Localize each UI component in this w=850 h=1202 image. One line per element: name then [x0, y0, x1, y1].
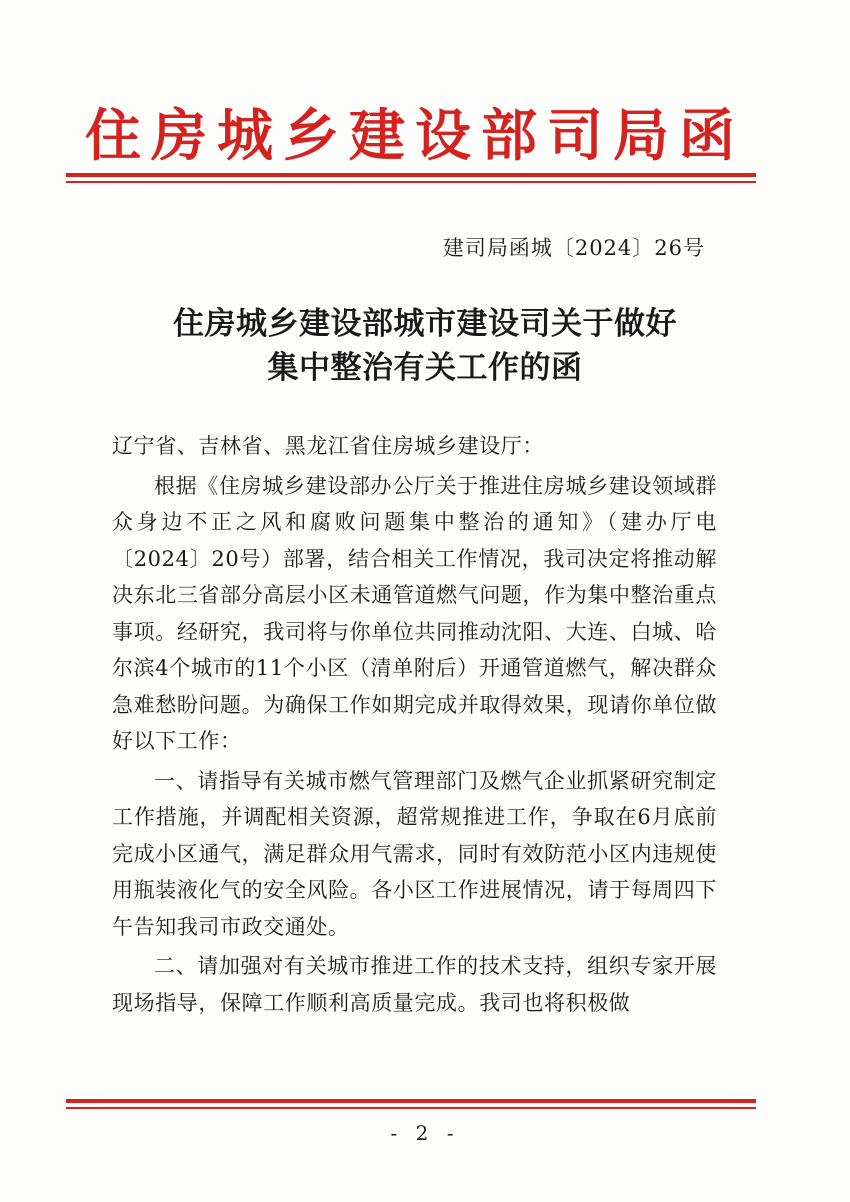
- page-number: - 2 -: [390, 1121, 460, 1145]
- masthead-rule-thick: [66, 173, 756, 177]
- title-line-2: 集中整治有关工作的函: [267, 350, 583, 386]
- paragraph-3: 二、请加强对有关城市推进工作的技术支持，组织专家开展现场指导，保障工作顺利高质量完成。我司也将积极做: [112, 954, 717, 1015]
- footer-rule-thin: [66, 1107, 756, 1109]
- document-number: 建司局函城〔2024〕26号: [442, 236, 705, 260]
- masthead: 住房城乡建设部司局函: [85, 103, 745, 169]
- masthead-rule-thin: [66, 181, 756, 183]
- paragraph-1: 根据《住房城乡建设部办公厅关于推进住房城乡建设领域群众身边不正之风和腐败问题集中整治的通知》（建办厅电〔2024〕20号）部署，结合相关工作情况，我司决定将推动解决东北三省部分高层小区未通管道燃气问题，作为集中整治重点事项。经研究，我司将与你单位共同推动沈阳、大连、白城、哈尔滨4个城市的11个小区（清单附后）开通管道燃气，解决群众急难愁盼问题。为确保工作如期完成并取得效果，现请你单位做好以下工作：: [112, 473, 717, 753]
- title-line-1: 住房城乡建设部城市建设司关于做好: [173, 306, 677, 342]
- footer-rule-thick: [66, 1099, 756, 1103]
- paragraph-2: 一、请指导有关城市燃气管理部门及燃气企业抓紧研究制定工作措施，并调配相关资源，超常规推进工作，争取在6月底前完成小区通气，满足群众用气需求，同时有效防范小区内违规使用瓶装液化气的安全风险。各小区工作进展情况，请于每周四下午告知我司市政交通处。: [112, 768, 717, 939]
- document-title: [70, 302, 780, 390]
- salutation: 辽宁省、吉林省、黑龙江省住房城乡建设厅：: [112, 434, 544, 458]
- document-body: [112, 428, 717, 1021]
